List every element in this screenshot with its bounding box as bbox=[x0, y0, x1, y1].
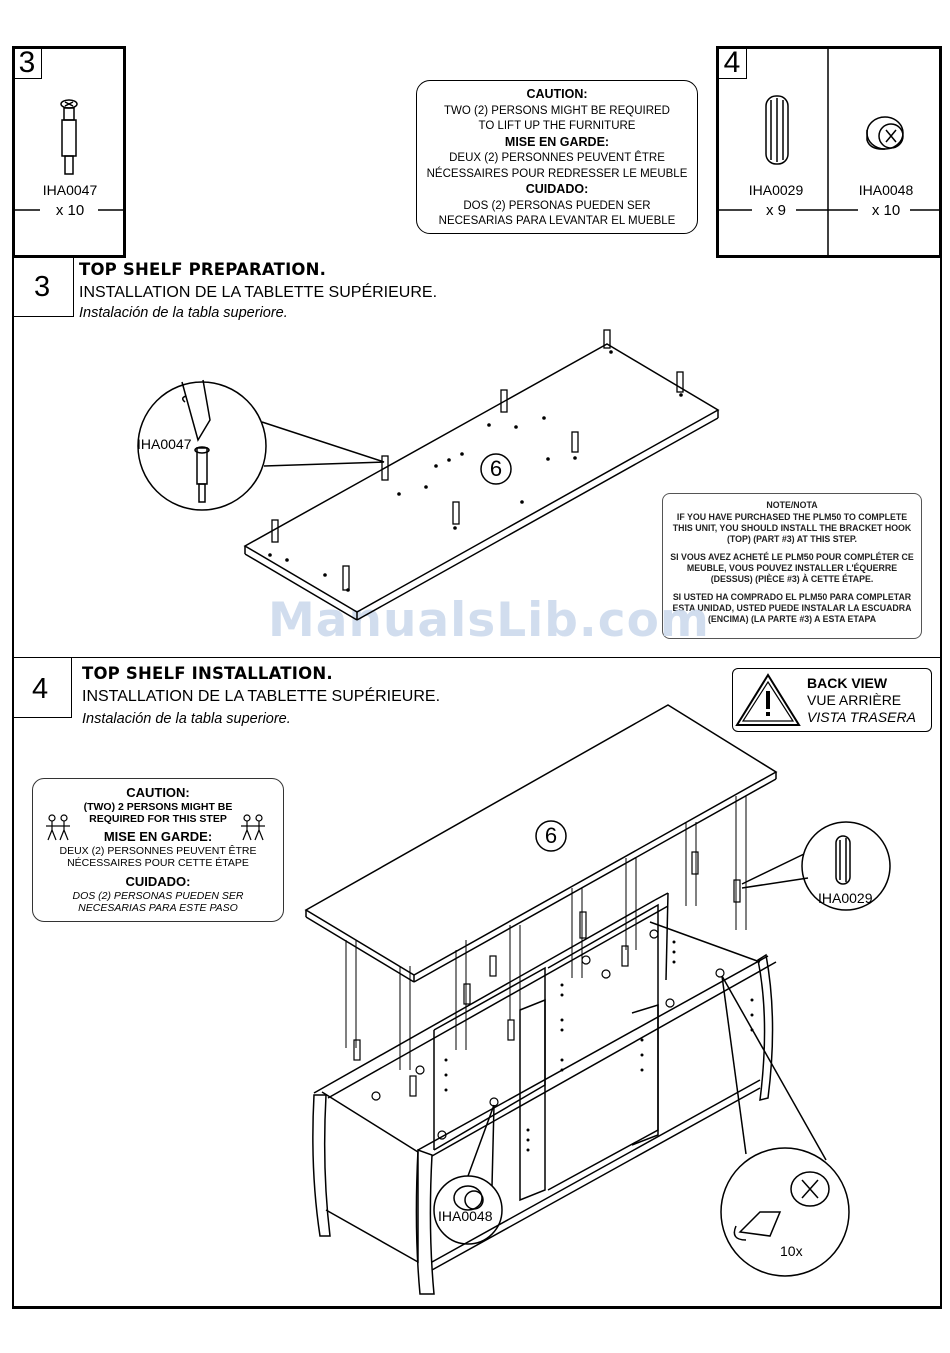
caution-box-top bbox=[416, 80, 698, 234]
back-view-es: VISTA TRASERA bbox=[807, 709, 916, 725]
caution-line-en-1: TWO (2) PERSONS MIGHT BE REQUIRED bbox=[444, 104, 670, 117]
step3-number: 3 bbox=[34, 271, 51, 303]
note-es: SI USTED HA COMPRADO EL PLM50 PARA COMPLETAR ESTA UNIDAD, USTED PUEDE INSTALAR LA ESCUADRA (ENCIMA) (LA PARTE #3) A ESTA ETAPA bbox=[672, 592, 912, 624]
caution2-line-es-1: DOS (2) PERSONAS PUEDEN SER bbox=[72, 890, 244, 902]
part-qty-iha0029: x 9 bbox=[765, 202, 786, 219]
step4-panel-number: 6 bbox=[544, 823, 558, 848]
step4-number: 4 bbox=[32, 673, 49, 705]
caution2-line-es-2: NECESARIAS PARA ESTE PASO bbox=[78, 902, 238, 914]
step-divider bbox=[12, 657, 942, 658]
step4-title-en: TOP SHELF INSTALLATION. bbox=[82, 664, 333, 683]
parts-box-right bbox=[716, 46, 942, 258]
note-heading: NOTE/NOTA bbox=[766, 500, 818, 510]
part-code-iha0047: IHA0047 bbox=[42, 182, 98, 198]
caution-line-fr-1: DEUX (2) PERSONNES PEUVENT ÊTRE bbox=[449, 152, 665, 164]
caution2-heading-fr: MISE EN GARDE: bbox=[103, 829, 213, 844]
step4-callout-cam-label: IHA0048 bbox=[438, 1208, 493, 1224]
caution-heading-fr: MISE EN GARDE: bbox=[504, 134, 610, 149]
step3-title-es: Instalación de la tabla superiore. bbox=[79, 305, 288, 321]
caution-heading-en: CAUTION: bbox=[526, 87, 588, 101]
step3-callout-part: IHA0047 bbox=[137, 436, 192, 452]
step4-title-es: Instalación de la tabla superiore. bbox=[82, 711, 291, 727]
step3-title-fr: INSTALLATION DE LA TABLETTE SUPÉRIEURE. bbox=[79, 284, 438, 301]
caution2-line-en-1: (TWO) 2 PERSONS MIGHT BE bbox=[83, 801, 233, 813]
caution2-line-fr-2: NÉCESSAIRES POUR CETTE ÉTAPE bbox=[67, 857, 249, 869]
caution2-heading-en: CAUTION: bbox=[126, 785, 190, 800]
back-view-en: BACK VIEW bbox=[807, 675, 888, 691]
parts-step-number-right: 4 bbox=[718, 48, 747, 79]
step4-title-fr: INSTALLATION DE LA TABLETTE SUPÉRIEURE. bbox=[82, 688, 441, 705]
caution-line-fr-2: NÉCESSAIRES POUR REDRESSER LE MEUBLE bbox=[426, 167, 688, 180]
part-qty-iha0048: x 10 bbox=[871, 202, 901, 219]
step4-callout-qty: 10x bbox=[780, 1243, 803, 1259]
caution2-line-fr-1: DEUX (2) PERSONNES PEUVENT ÊTRE bbox=[59, 845, 257, 857]
caution-line-en-2: TO LIFT UP THE FURNITURE bbox=[478, 120, 636, 132]
caution2-line-en-2: REQUIRED FOR THIS STEP bbox=[89, 813, 227, 825]
back-view-fr: VUE ARRIÈRE bbox=[807, 692, 902, 708]
caution2-heading-es: CUIDADO: bbox=[125, 874, 191, 889]
step3-panel-number: 6 bbox=[489, 456, 503, 481]
step4-callout-dowel-label: IHA0029 bbox=[818, 890, 873, 906]
note-en: IF YOU HAVE PURCHASED THE PLM50 TO COMPLETE THIS UNIT, YOU SHOULD INSTALL THE BRACKET HOOK (TOP) (PART #3) AT THIS STEP. bbox=[672, 512, 912, 544]
part-code-iha0048: IHA0048 bbox=[858, 182, 914, 198]
caution-line-es-2: NECESARIAS PARA LEVANTAR EL MUEBLE bbox=[438, 215, 676, 227]
step3-title-en: TOP SHELF PREPARATION. bbox=[79, 260, 327, 279]
back-view-box bbox=[732, 668, 932, 732]
warning-triangle-icon bbox=[733, 669, 803, 731]
caution-heading-es: CUIDADO: bbox=[525, 182, 589, 196]
caution-line-es-1: DOS (2) PERSONAS PUEDEN SER bbox=[463, 199, 651, 212]
parts-step-number-left: 3 bbox=[13, 48, 42, 79]
watermark: ManualsLib.com bbox=[268, 593, 710, 648]
step4-caution-box bbox=[32, 778, 284, 922]
part-qty-iha0047: x 10 bbox=[55, 202, 85, 219]
part-code-iha0029: IHA0029 bbox=[748, 182, 804, 198]
note-fr: SI VOUS AVEZ ACHETÉ LE PLM50 POUR COMPLÉTER CE MEUBLE, VOUS POUVEZ INSTALLER L'ÉQUERRE (DESSUS) (PIÈCE #3) À CETTE ÉTAPE. bbox=[670, 552, 914, 584]
